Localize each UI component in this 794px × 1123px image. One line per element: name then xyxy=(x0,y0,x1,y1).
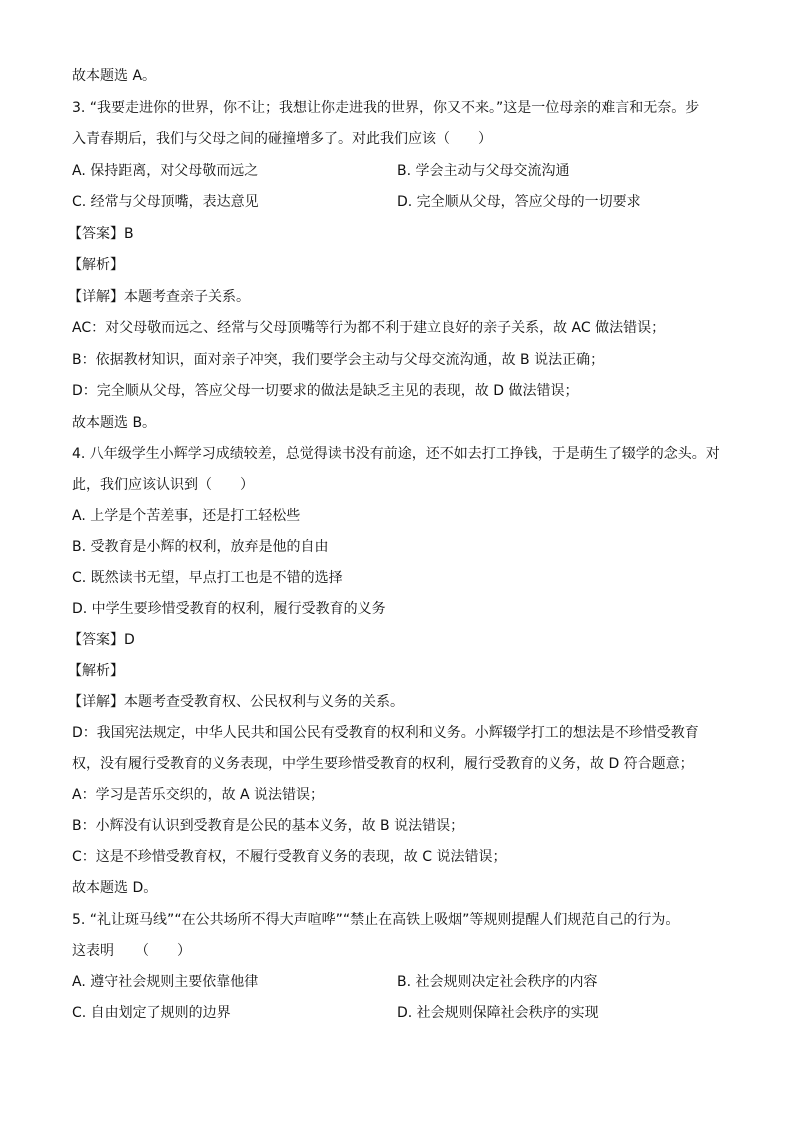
q3-explanation-2: B：依据教材知识，面对亲子冲突，我们要学会主动与父母交流沟通，故 B 说法正确； xyxy=(72,352,605,368)
q4-explanation-1: D：我国宪法规定，中华人民共和国公民有受教育的权利和义务。小辉辍学打工的想法是不珍惜受教育 xyxy=(72,725,699,741)
q3-conclusion: 故本题选 B。 xyxy=(72,415,157,431)
q5-option-d: D. 社会规则保障社会秩序的实现 xyxy=(397,1005,599,1021)
q3-stem-line1: 3. “我要走进你的世界，你不让；我想让你走进我的世界，你又不来。”这是一位母亲的难言和无奈。步 xyxy=(72,100,700,116)
q4-option-c: C. 既然读书无望，早点打工也是不错的选择 xyxy=(72,570,343,586)
q5-option-b: B. 社会规则决定社会秩序的内容 xyxy=(397,974,598,990)
q4-detail: 【详解】本题考查受教育权、公民权利与义务的关系。 xyxy=(68,694,404,710)
q5-stem-line2: 这表明 （ ） xyxy=(72,943,191,959)
q4-explanation-2: 权，没有履行受教育的义务表现，中学生要珍惜受教育的权利，履行受教育的义务，故 D 符合题意； xyxy=(72,756,694,772)
q3-explanation-3: D：完全顺从父母，答应父母一切要求的做法是缺乏主见的表现，故 D 做法错误； xyxy=(72,383,579,399)
q4-conclusion: 故本题选 D。 xyxy=(72,880,158,896)
q4-explanation-5: C：这是不珍惜受教育权，不履行受教育义务的表现，故 C 说法错误； xyxy=(72,849,507,865)
q3-option-a: A. 保持距离，对父母敬而远之 xyxy=(72,163,259,179)
q5-option-a: A. 遵守社会规则主要依靠他律 xyxy=(72,974,259,990)
q4-stem-line1: 4. 八年级学生小辉学习成绩较差，总觉得读书没有前途，还不如去打工挣钱，于是萌生了辍学的念头。对 xyxy=(72,446,720,462)
q3-option-c: C. 经常与父母顶嘴，表达意见 xyxy=(72,194,259,210)
q4-explanation-4: B：小辉没有认识到受教育是公民的基本义务，故 B 说法错误； xyxy=(72,818,465,834)
q5-option-c: C. 自由划定了规则的边界 xyxy=(72,1005,231,1021)
q3-stem-line2: 入青春期后，我们与父母之间的碰撞增多了。对此我们应该（ ） xyxy=(72,131,492,147)
q3-analysis-tag: 【解析】 xyxy=(68,257,124,273)
q4-explanation-3: A：学习是苦乐交织的，故 A 说法错误； xyxy=(72,787,325,803)
q3-option-b: B. 学会主动与父母交流沟通 xyxy=(397,163,570,179)
q4-option-a: A. 上学是个苦差事，还是打工轻松些 xyxy=(72,508,301,524)
q4-analysis-tag: 【解析】 xyxy=(68,663,124,679)
q4-stem-line2: 此，我们应该认识到（ ） xyxy=(72,477,254,493)
q5-stem-line1: 5. “礼让斑马线”“在公共场所不得大声喧哗”“禁止在高铁上吸烟”等规则提醒人们规范自己的行为。 xyxy=(72,912,680,928)
previous-conclusion: 故本题选 A。 xyxy=(72,68,157,84)
q4-option-d: D. 中学生要珍惜受教育的权利，履行受教育的义务 xyxy=(72,601,386,617)
q3-explanation-1: AC：对父母敬而远之、经常与父母顶嘴等行为都不利于建立良好的亲子关系，故 AC 做法错误； xyxy=(72,320,666,336)
q4-answer: 【答案】D xyxy=(68,632,135,648)
q3-option-d: D. 完全顺从父母，答应父母的一切要求 xyxy=(397,194,641,210)
q3-answer: 【答案】B xyxy=(68,226,134,242)
q3-detail: 【详解】本题考查亲子关系。 xyxy=(68,289,250,305)
q4-option-b: B. 受教育是小辉的权利，放弃是他的自由 xyxy=(72,539,329,555)
